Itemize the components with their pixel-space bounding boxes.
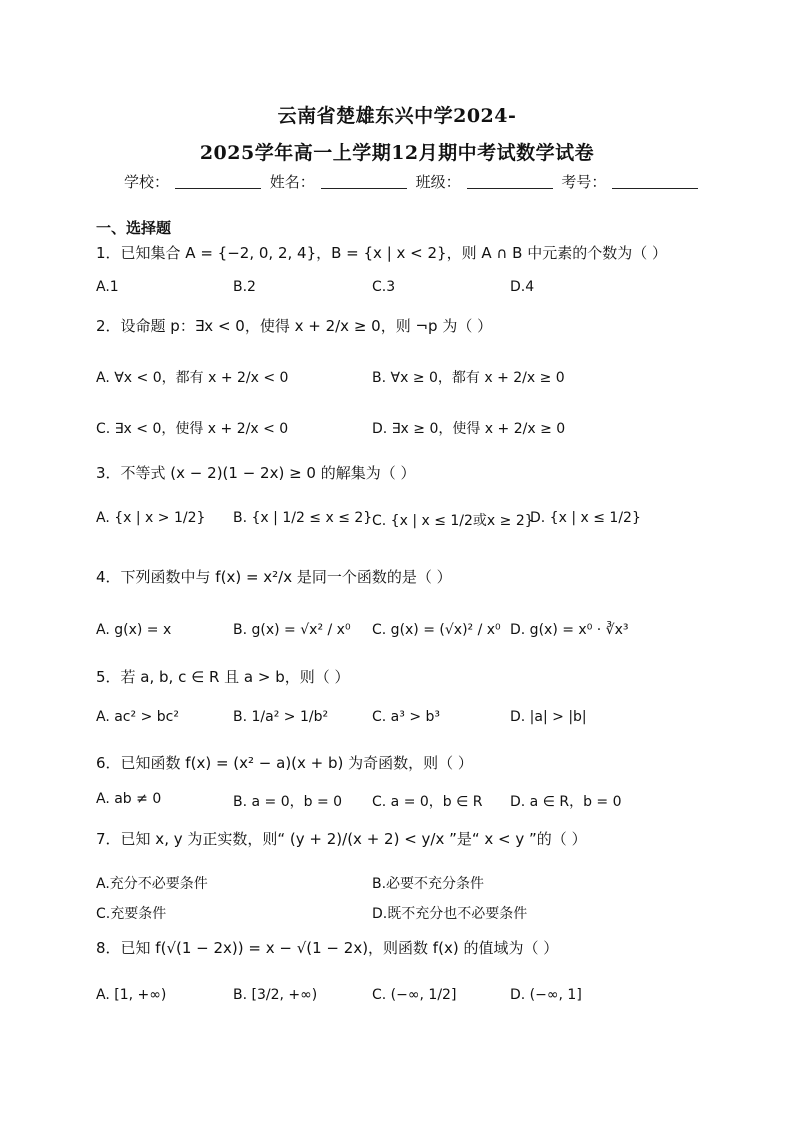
option-b[interactable]: B.必要不充分条件 xyxy=(372,876,485,892)
name-label: 姓名： xyxy=(269,173,315,191)
option-d[interactable]: D. {x | x ≤ 1/2} xyxy=(530,510,641,526)
option-b[interactable]: B. g(x) = √x² / x⁰ xyxy=(233,622,351,638)
option-a[interactable]: A. [1, +∞) xyxy=(96,987,167,1003)
option-b[interactable]: B. 1/a² > 1/b² xyxy=(233,709,329,725)
number-label: 考号： xyxy=(561,173,607,191)
question-stem: 4．下列函数中与 f(x) = x²/x 是同一个函数的是（ ） xyxy=(96,568,452,586)
option-b[interactable]: B.2 xyxy=(233,279,256,295)
question-stem: 5．若 a, b, c ∈ R 且 a > b，则（ ） xyxy=(96,668,350,686)
exam-title-line2: 2025学年高一上学期12月期中考试数学试卷 xyxy=(199,142,595,164)
option-c[interactable]: C.3 xyxy=(372,279,396,295)
option-c[interactable]: C. g(x) = (√x)² / x⁰ xyxy=(372,622,501,638)
option-a[interactable]: A. g(x) = x xyxy=(96,622,172,638)
class-blank[interactable] xyxy=(467,174,553,189)
option-d[interactable]: D. (−∞, 1] xyxy=(510,987,582,1003)
section-heading: 一、选择题 xyxy=(96,219,172,237)
option-b[interactable]: B. a = 0，b = 0 xyxy=(233,794,343,810)
option-a[interactable]: A. ∀x < 0，都有 x + 2/x < 0 xyxy=(96,370,289,386)
question-stem: 6．已知函数 f(x) = (x² − a)(x + b) 为奇函数，则（ ） xyxy=(96,754,473,772)
question-stem: 8．已知 f(√(1 − 2x)) = x − √(1 − 2x)，则函数 f(x) 的值域为（ ） xyxy=(96,939,559,957)
option-d[interactable]: D. g(x) = x⁰ · ∛x³ xyxy=(510,622,629,638)
option-d[interactable]: D. ∃x ≥ 0，使得 x + 2/x ≥ 0 xyxy=(372,421,566,437)
option-c[interactable]: C. ∃x < 0，使得 x + 2/x < 0 xyxy=(96,421,289,437)
option-b[interactable]: B. [3/2, +∞) xyxy=(233,987,318,1003)
question-stem: 2．设命题 p：∃x < 0，使得 x + 2/x ≥ 0，则 ¬p 为（ ） xyxy=(96,317,493,335)
option-c[interactable]: C. a = 0，b ∈ R xyxy=(372,794,483,810)
number-blank[interactable] xyxy=(612,174,698,189)
option-c[interactable]: C.充要条件 xyxy=(96,906,167,922)
name-blank[interactable] xyxy=(321,174,407,189)
class-label: 班级： xyxy=(415,173,461,191)
option-a[interactable]: A. ac² > bc² xyxy=(96,709,179,725)
option-c[interactable]: C. (−∞, 1/2] xyxy=(372,987,457,1003)
option-d[interactable]: D. |a| > |b| xyxy=(510,709,587,725)
exam-title-line1: 云南省楚雄东兴中学2024- xyxy=(277,105,517,127)
option-b[interactable]: B. ∀x ≥ 0，都有 x + 2/x ≥ 0 xyxy=(372,370,565,386)
question-stem: 7．已知 x, y 为正实数，则“ (y + 2)/(x + 2) < y/x ”是“ x < y ”的（ ） xyxy=(96,830,587,848)
question-stem: 1．已知集合 A = {−2, 0, 2, 4}，B = {x | x < 2}，则 A ∩ B 中元素的个数为（ ） xyxy=(96,244,667,262)
option-b[interactable]: B. {x | 1/2 ≤ x ≤ 2} xyxy=(233,510,373,526)
option-c[interactable]: C. a³ > b³ xyxy=(372,709,440,725)
option-a[interactable]: A.1 xyxy=(96,279,119,295)
option-c[interactable]: C. {x | x ≤ 1/2或x ≥ 2} xyxy=(372,513,534,529)
option-a[interactable]: A. ab ≠ 0 xyxy=(96,791,162,807)
option-d[interactable]: D.既不充分也不必要条件 xyxy=(372,906,528,922)
school-label: 学校： xyxy=(124,173,170,191)
option-a[interactable]: A.充分不必要条件 xyxy=(96,876,208,892)
option-a[interactable]: A. {x | x > 1/2} xyxy=(96,510,206,526)
school-blank[interactable] xyxy=(175,174,261,189)
option-d[interactable]: D. a ∈ R，b = 0 xyxy=(510,794,622,810)
question-stem: 3．不等式 (x − 2)(1 − 2x) ≥ 0 的解集为（ ） xyxy=(96,464,416,482)
option-d[interactable]: D.4 xyxy=(510,279,535,295)
student-info-row xyxy=(124,171,702,192)
